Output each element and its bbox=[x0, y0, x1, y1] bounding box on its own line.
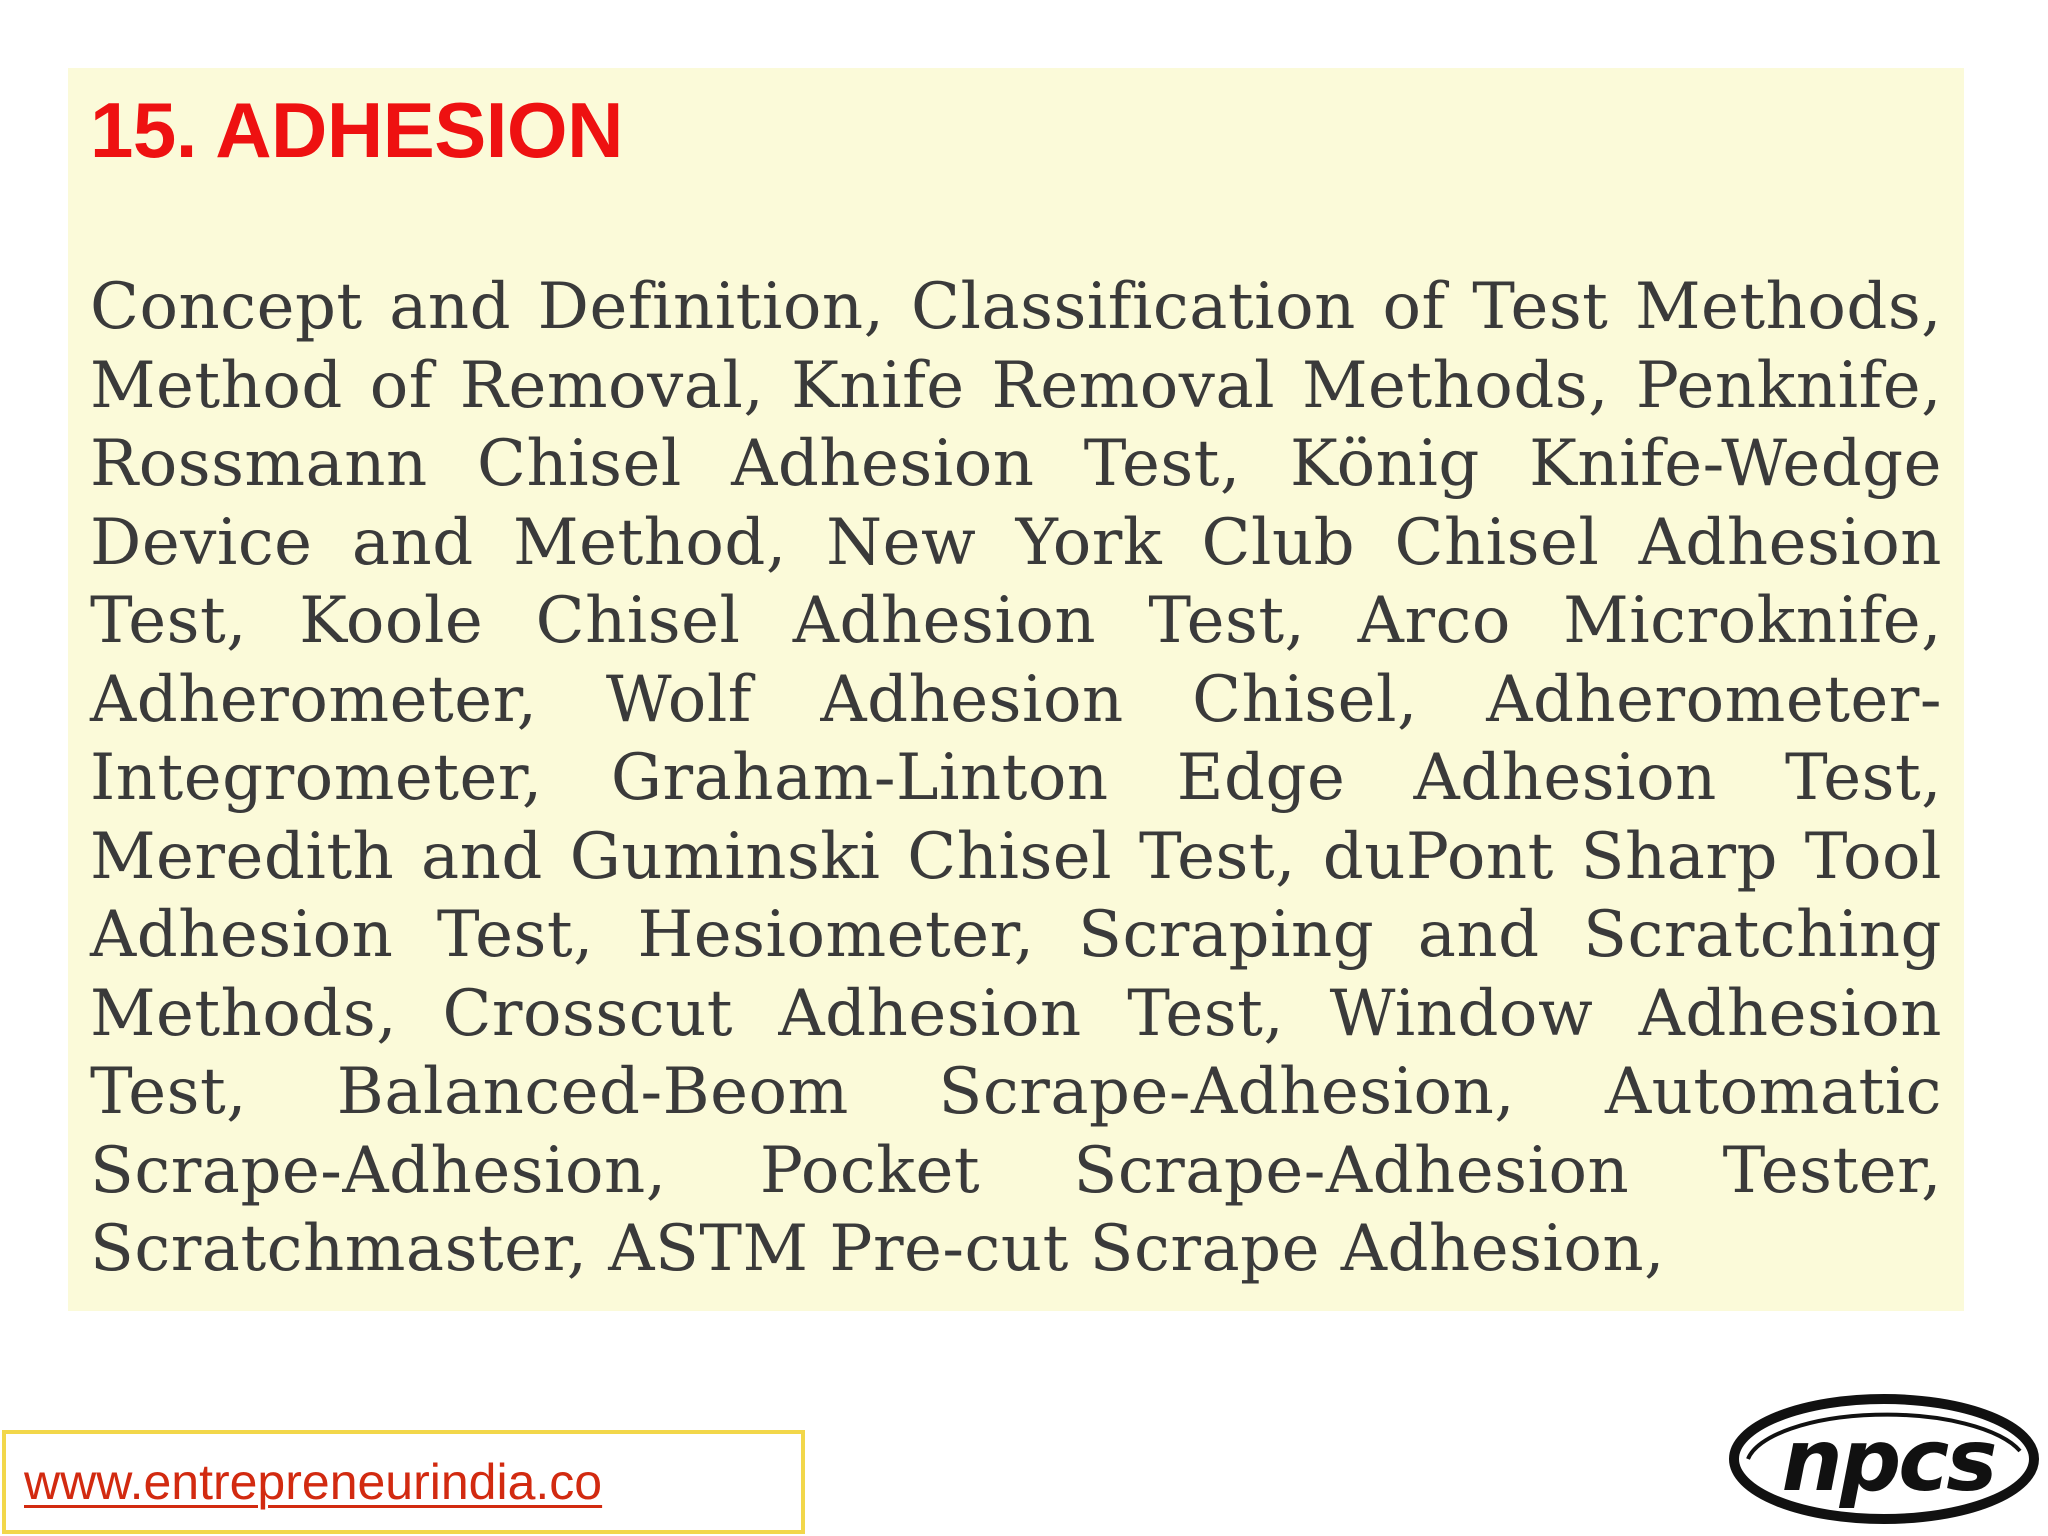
npcs-logo-icon bbox=[1728, 1393, 2040, 1525]
npcs-logo bbox=[1728, 1393, 2040, 1525]
content-panel bbox=[68, 68, 1964, 1311]
logo-wordmark: npcs bbox=[1781, 1411, 1995, 1511]
topic-list-text: Concept and Definition, Classification of Test Methods, Method of Removal, Knife Removal Methods, Penknife, Rossmann Chisel Adhesion Test, König Knife-Wedge Device and Method, New York Club Chisel Adhesion Test, Koole Chisel Adhesion Test, Arco Microknife, Adherometer, Wolf Adhesion Chisel, Adherometer-Integrometer, Graham-Linton Edge Adhesion Test, Meredith and Guminski Chisel Test, duPont Sharp Tool Adhesion Test, Hesiometer, Scraping and Scratching Methods, Crosscut Adhesion Test, Window Adhesion Test, Balanced-Beom Scrape-Adhesion, Automatic Scrape-Adhesion, Pocket Scrape-Adhesion Tester, Scratchmaster, ASTM Pre-cut Scrape Adhesion, bbox=[90, 270, 1942, 1286]
slide-heading: 15. ADHESION bbox=[90, 86, 623, 174]
website-link[interactable]: www.entrepreneurindia.co bbox=[24, 1454, 603, 1510]
website-url-box bbox=[2, 1430, 805, 1534]
